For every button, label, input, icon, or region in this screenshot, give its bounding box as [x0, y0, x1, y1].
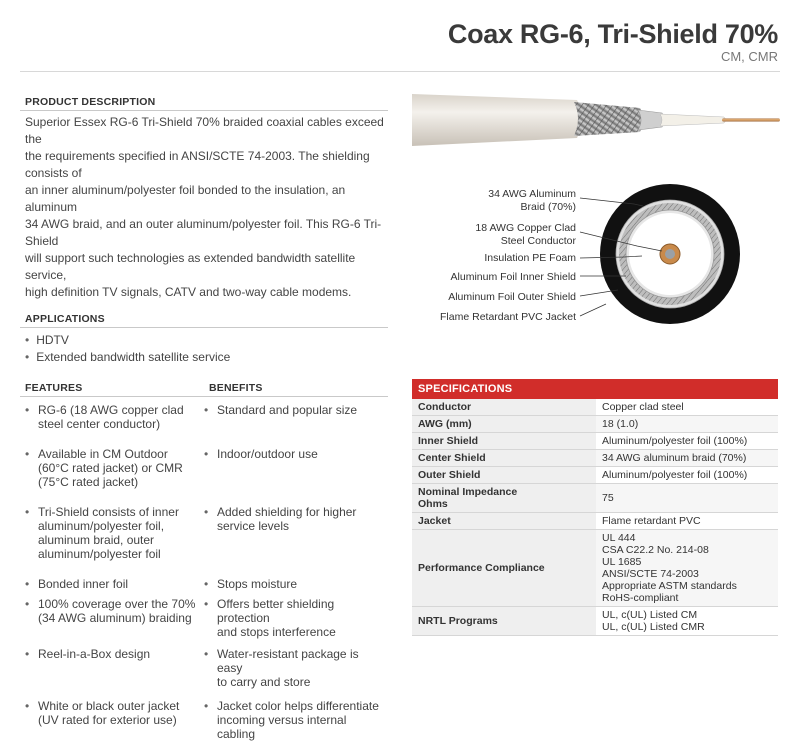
feature-text: Available in CM Outdoor — [38, 447, 168, 461]
benefit-cell — [204, 699, 382, 741]
benefit-text: Water-resistant package is easy — [217, 647, 359, 675]
cable-illustration — [412, 86, 782, 158]
cs-label-conductor: 18 AWG Copper Clad Steel Conductor — [475, 222, 576, 247]
benefit-text: incoming versus internal cabling — [217, 713, 347, 741]
desc-line: 34 AWG braid, and an outer aluminum/polyester foil. This RG-6 Tri-Shield — [25, 217, 382, 248]
features-heading: FEATURES — [25, 382, 83, 394]
table-row — [412, 607, 778, 636]
feature-text: (34 AWG aluminum) braiding — [38, 611, 192, 625]
spec-key: NRTL Programs — [412, 607, 596, 636]
page-title: Coax RG-6, Tri-Shield 70% — [447, 19, 778, 49]
bullet-icon: • — [25, 505, 30, 519]
feature-text: White or black outer jacket — [38, 699, 180, 713]
feature-text: Bonded inner foil — [38, 577, 129, 591]
bullet-icon: • — [25, 577, 30, 591]
bullet-icon: • — [204, 577, 209, 591]
spec-value — [596, 484, 778, 513]
feature-text: aluminum/polyester foil — [38, 547, 161, 561]
benefit-cell — [204, 597, 382, 639]
cross-section-diagram — [412, 172, 782, 347]
table-row — [412, 416, 778, 433]
cable-foil — [638, 110, 664, 130]
spec-value-line: CSA C22.2 No. 214-08 — [602, 544, 709, 556]
benefit-text: Jacket color helps differentiate — [217, 699, 379, 713]
bullet-icon: • — [25, 597, 30, 611]
spec-key: Conductor — [412, 399, 596, 416]
benefits-heading: BENEFITS — [209, 382, 263, 394]
cs-label-insulation: Insulation PE Foam — [484, 252, 576, 264]
desc-line: will support such technologies as extended bandwidth satellite service, — [25, 251, 356, 282]
feature-cell — [25, 577, 204, 591]
feature-text: RG-6 (18 AWG copper clad — [38, 403, 184, 417]
table-row — [25, 447, 388, 489]
spec-value-line: 18 (1.0) — [602, 418, 639, 430]
list-item: • HDTV — [25, 332, 388, 349]
spec-value — [596, 450, 778, 467]
benefit-cell — [204, 403, 382, 431]
features-benefits-list — [20, 397, 388, 741]
feature-cell — [25, 505, 204, 561]
benefit-cell — [204, 505, 382, 561]
cable-jacket — [412, 94, 582, 146]
benefit-text: and stops interference — [217, 625, 336, 639]
feature-text: Reel-in-a-Box design — [38, 647, 151, 661]
feature-text: (UV rated for exterior use) — [38, 713, 177, 727]
benefit-text: Stops moisture — [217, 577, 298, 591]
feature-text: (60°C rated jacket) or CMR — [38, 461, 183, 475]
table-row — [412, 484, 778, 513]
feature-text: aluminum/polyester foil, — [38, 519, 165, 533]
bullet-icon: • — [25, 403, 30, 417]
specifications-heading: SPECIFICATIONS — [412, 379, 778, 399]
cable-dielectric — [660, 114, 726, 126]
feature-text: (75°C rated jacket) — [38, 475, 139, 489]
table-row — [25, 699, 388, 741]
spec-value — [596, 433, 778, 450]
cs-label-braid: 34 AWG Aluminum Braid (70%) — [488, 188, 576, 213]
feature-text: steel center conductor) — [38, 417, 161, 431]
specifications-panel — [412, 379, 778, 636]
bullet-icon: • — [204, 403, 209, 417]
cable-braid — [574, 102, 643, 136]
spec-key: Jacket — [412, 513, 596, 530]
bullet-icon: • — [25, 447, 30, 461]
spec-value-line: ANSI/SCTE 74-2003 — [602, 568, 699, 580]
title-block — [448, 18, 778, 64]
feature-text: Tri-Shield consists of inner — [38, 505, 179, 519]
desc-line: high definition TV signals, CATV and two-way cable modems. — [25, 285, 352, 299]
table-row — [25, 505, 388, 561]
spec-key: Nominal Impedance Ohms — [412, 484, 596, 513]
cs-label-jacket: Flame Retardant PVC Jacket — [440, 311, 576, 323]
spec-value — [596, 607, 778, 636]
benefit-text: Added shielding for higher — [217, 505, 357, 519]
feature-cell — [25, 447, 204, 489]
list-item: • Extended bandwidth satellite service — [25, 349, 388, 366]
benefit-text: Indoor/outdoor use — [217, 447, 318, 461]
specifications-table — [412, 399, 778, 636]
spec-value-line: UL, c(UL) Listed CMR — [602, 621, 705, 633]
spec-value-line: Aluminum/polyester foil (100%) — [602, 435, 748, 447]
table-row — [412, 530, 778, 607]
left-column — [20, 96, 388, 741]
bullet-icon: • — [25, 647, 30, 661]
conductor-core — [665, 249, 675, 259]
spec-value-line: UL 444 — [602, 532, 636, 544]
bullet-icon: • — [204, 505, 209, 519]
feature-cell — [25, 403, 204, 431]
benefit-text: Offers better shielding protection — [217, 597, 335, 625]
spec-key: Performance Compliance — [412, 530, 596, 607]
feature-cell — [25, 699, 204, 741]
spec-value-line: RoHS-compliant — [602, 592, 679, 604]
spec-value-line: Appropriate ASTM standards — [602, 580, 737, 592]
features-benefits-header — [20, 382, 388, 397]
table-row — [25, 597, 388, 639]
product-description — [20, 111, 388, 301]
spec-value — [596, 530, 778, 607]
spec-key: AWG (mm) — [412, 416, 596, 433]
spec-value-line: UL, c(UL) Listed CM — [602, 609, 698, 621]
spec-value — [596, 399, 778, 416]
bullet-icon: • — [204, 447, 209, 461]
bullet-icon: • — [204, 647, 209, 661]
feature-cell — [25, 597, 204, 639]
cross-section — [412, 172, 782, 347]
applications-list — [20, 328, 388, 366]
spec-value-line: Aluminum/polyester foil (100%) — [602, 469, 748, 481]
desc-line: Superior Essex RG-6 Tri-Shield 70% braided coaxial cables exceed the — [25, 115, 384, 146]
spec-value — [596, 416, 778, 433]
spec-value — [596, 513, 778, 530]
feature-text: aluminum braid, outer — [38, 533, 155, 547]
spec-value-line: 75 — [602, 492, 614, 504]
spec-key: Outer Shield — [412, 467, 596, 484]
page-subtitle: CM, CMR — [720, 49, 778, 64]
spec-value-line: 34 AWG aluminum braid (70%) — [602, 452, 747, 464]
product-description-heading: PRODUCT DESCRIPTION — [20, 96, 388, 111]
benefit-cell — [204, 647, 382, 689]
spec-value-line: UL 1685 — [602, 556, 642, 568]
cs-label-outer-foil: Aluminum Foil Outer Shield — [448, 291, 576, 303]
bullet-icon: • — [204, 699, 209, 713]
spec-value-line: Copper clad steel — [602, 401, 684, 413]
cs-label-inner-foil: Aluminum Foil Inner Shield — [450, 271, 576, 283]
feature-cell — [25, 647, 204, 689]
spec-value-line: Flame retardant PVC — [602, 515, 701, 527]
table-row — [412, 399, 778, 416]
benefit-text: Standard and popular size — [217, 403, 358, 417]
table-row — [412, 513, 778, 530]
table-row — [412, 433, 778, 450]
bullet-icon: • — [204, 597, 209, 611]
applications-heading: APPLICATIONS — [20, 313, 388, 328]
table-row — [412, 450, 778, 467]
table-row — [25, 403, 388, 431]
bullet-icon: • — [25, 699, 30, 713]
benefit-cell — [204, 577, 382, 591]
spec-value — [596, 467, 778, 484]
table-row — [25, 577, 388, 591]
benefit-cell — [204, 447, 382, 489]
header-divider — [20, 71, 780, 72]
cable-center-conductor — [722, 119, 780, 122]
spec-key: Inner Shield — [412, 433, 596, 450]
table-row — [412, 467, 778, 484]
spec-key: Center Shield — [412, 450, 596, 467]
desc-line: the requirements specified in ANSI/SCTE 74-2003. The shielding consists of — [25, 149, 370, 180]
benefit-text: to carry and store — [217, 675, 311, 689]
table-row — [25, 647, 388, 689]
desc-line: an inner aluminum/polyester foil bonded to the insulation, an aluminum — [25, 183, 346, 214]
feature-text: 100% coverage over the 70% — [38, 597, 196, 611]
benefit-text: service levels — [217, 519, 290, 533]
